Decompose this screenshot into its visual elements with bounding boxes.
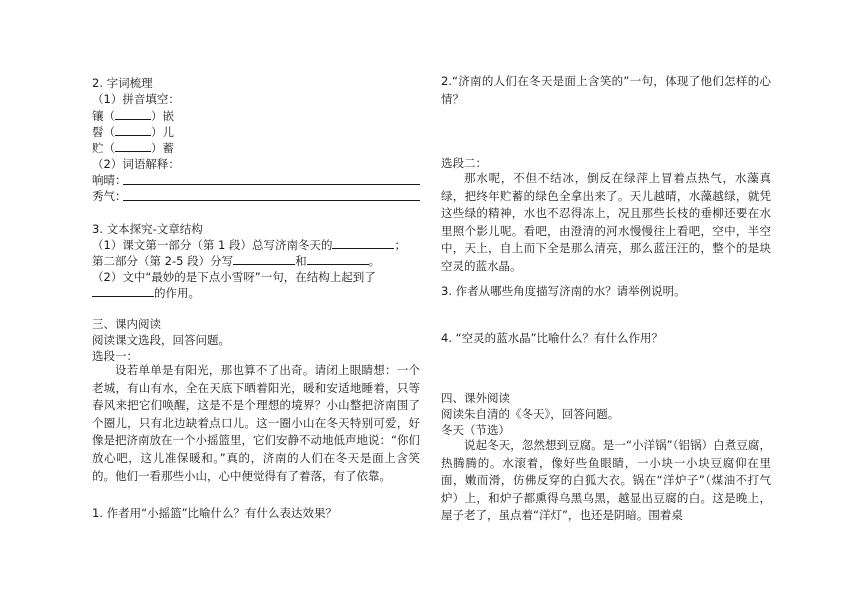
part-3-title: 三、课内阅读: [92, 317, 161, 331]
pinyin-title: （1）拼音填空：: [92, 92, 180, 106]
excerpt-3-text: 说起冬天，忽然想到豆腐。是一“小洋锅”（铝锅）白煮豆腐，热腾腾的。水滚着，像好些鱼眼睛，一小块一小块豆腐仰在里面，嫩而滑，仿佛反穿的白狐大衣。锅在“洋炉子”（煤油不打气炉）上，和炉子都熏得乌黑乌黑，越显出豆腐的白。这是晚上，屋子老了，虽点着“洋灯”，也还是阴暗。围着桌: [441, 438, 771, 523]
vocab-term: 秀气：: [92, 189, 127, 203]
answer-blank[interactable]: [233, 253, 295, 265]
pinyin-char: 髫: [92, 125, 104, 139]
question-3: 3. 作者从哪些角度描写济南的水？请举例说明。: [441, 284, 686, 298]
part-4-title: 四、课外阅读: [441, 391, 510, 405]
answer-blank[interactable]: [115, 124, 151, 136]
pinyin-char: 镶: [92, 109, 104, 123]
question-2: 2.“济南的人们在冬天是面上含笑的”一句，体现了他们怎样的心情？: [441, 74, 771, 106]
answer-blank[interactable]: [307, 253, 369, 265]
answer-blank[interactable]: [115, 108, 151, 120]
section-2-title: 2. 字词梳理: [92, 76, 153, 90]
answer-blank[interactable]: [332, 237, 394, 249]
excerpt-3-label: 冬天（节选）: [441, 423, 510, 437]
part-3-instruction: 阅读课文选段，回答问题。: [92, 333, 230, 347]
vocab-title: （2）词语解释：: [92, 157, 180, 171]
question-1: 1. 作者用“小摇篮”比喻什么？有什么表达效果？: [92, 506, 338, 520]
answer-blank[interactable]: [115, 140, 151, 152]
pinyin-char: 贮: [92, 141, 104, 155]
structure-question-2: （2）文中“最妙的是下点小雪呀”一句，在结构上起到了: [92, 270, 376, 284]
answer-blank[interactable]: [92, 285, 154, 297]
excerpt-2-text: 那水呢，不但不结冰，倒反在绿萍上冒着点热气，水藻真绿，把终年贮蓄的绿色全拿出来了。天儿越晴，水藻越绿，就凭这些绿的精神，水也不忍得冻上，况且那些长枝的垂柳还要在水里照个影儿呢。看吧，由澄清的河水慢慢往上看吧，空中，半空中，天上，自上而下全是那么清亮，那么蓝汪汪的，整个的是块空灵的蓝水晶。: [441, 171, 771, 273]
vocab-term: 响晴：: [92, 173, 127, 187]
pinyin-item: 髫（ ）儿: [92, 125, 174, 139]
structure-question-1-cont: 第二部分（第 2-5 段）分写 和 。: [92, 254, 381, 268]
pinyin-item: 镶（ ）嵌: [92, 109, 174, 123]
pinyin-item: 贮（ ）蓄: [92, 141, 174, 155]
part-4-instruction: 阅读朱自清的《冬天》，回答问题。: [441, 407, 620, 421]
answer-line[interactable]: [123, 184, 420, 185]
excerpt-2-label: 选段二：: [441, 156, 487, 170]
structure-question-2-cont: 的作用。: [92, 285, 200, 301]
section-3-title: 3. 文本探究-文章结构: [92, 222, 203, 236]
excerpt-1-label: 选段一：: [92, 349, 138, 363]
excerpt-1-text: 设若单单是有阳光，那也算不了出奇。请闭上眼睛想：一个老城，有山有水，全在天底下晒着阳光，暖和安适地睡着，只等春风来把它们唤醒，这是不是个理想的境界？小山整把济南围了个圈儿，只有北边缺着点口儿。这一圈小山在冬天特别可爱，好像是把济南放在一个小摇篮里，它们安静不动地低声地说：“你们放心吧，这儿准保暖和。”真的，济南的人们在冬天是面上含笑的。他们一看那些小山，心中便觉得有了着落，有了依靠。: [92, 363, 420, 483]
question-4: 4. “空灵的蓝水晶”比喻什么？有什么作用？: [441, 331, 664, 345]
answer-line[interactable]: [123, 200, 420, 201]
structure-question-1: （1）课文第一部分（第 1 段）总写济南冬天的 ；: [92, 238, 406, 252]
